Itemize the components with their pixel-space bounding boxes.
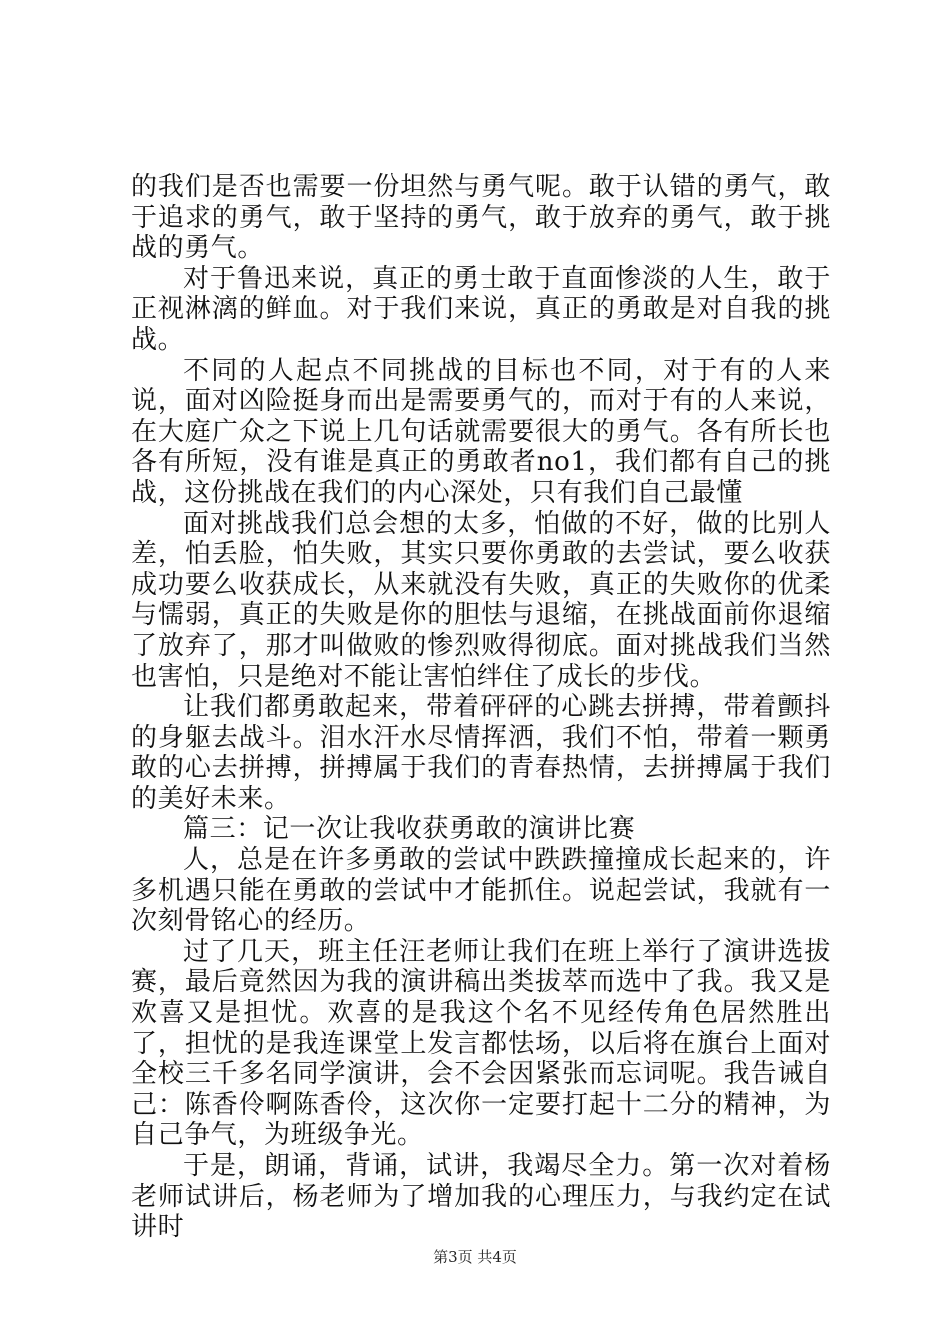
page-footer: 第3页 共4页 <box>433 1248 517 1266</box>
paragraph: 人，总是在许多勇敢的尝试中跌跌撞撞成长起来的，许多机遇只能在勇敢的尝试中才能抓住。说起尝试，我就有一次刻骨铭心的经历。 <box>131 845 831 937</box>
body-text <box>131 172 831 1243</box>
paragraph: 不同的人起点不同挑战的目标也不同，对于有的人来说，面对凶险挺身而出是需要勇气的，而对于有的人来说，在大庭广众之下说上几句话就需要很大的勇气。各有所长也各有所短，没有谁是真正的勇敢者no1，我们都有自己的挑战，这份挑战在我们的内心深处，只有我们自己最懂 <box>131 355 831 508</box>
paragraph: 让我们都勇敢起来，带着砰砰的心跳去拼搏，带着颤抖的身躯去战斗。泪水汗水尽情挥洒，我们不怕，带着一颗勇敢的心去拼搏，拼搏属于我们的青春热情，去拼搏属于我们的美好未来。 <box>131 692 831 814</box>
paragraph-continuation: 的我们是否也需要一份坦然与勇气呢。敢于认错的勇气，敢于追求的勇气，敢于坚持的勇气，敢于放弃的勇气，敢于挑战的勇气。 <box>131 172 831 264</box>
paragraph: 面对挑战我们总会想的太多，怕做的不好，做的比别人差，怕丢脸，怕失败，其实只要你勇敢的去尝试，要么收获成功要么收获成长，从来就没有失败，真正的失败你的优柔与懦弱，真正的失败是你的胆怯与退缩，在挑战面前你退缩了放弃了，那才叫做败的惨烈败得彻底。面对挑战我们当然也害怕，只是绝对不能让害怕绊住了成长的步伐。 <box>131 508 831 692</box>
paragraph: 过了几天，班主任汪老师让我们在班上举行了演讲选拔赛，最后竟然因为我的演讲稿出类拔萃而选中了我。我又是欢喜又是担忧。欢喜的是我这个名不见经传角色居然胜出了，担忧的是我连课堂上发言都怯场，以后将在旗台上面对全校三千多名同学演讲，会不会因紧张而忘词呢。我告诫自己：陈香伶啊陈香伶，这次你一定要打起十二分的精神，为自己争气，为班级争光。 <box>131 936 831 1151</box>
section-heading: 篇三：记一次让我收获勇敢的演讲比赛 <box>183 814 636 845</box>
paragraph: 于是，朗诵，背诵，试讲，我竭尽全力。第一次对着杨老师试讲后，杨老师为了增加我的心理压力，与我约定在试讲时 <box>131 1151 831 1243</box>
paragraph: 对于鲁迅来说，真正的勇士敢于直面惨淡的人生，敢于正视淋漓的鲜血。对于我们来说，真正的勇敢是对自我的挑战。 <box>131 263 831 355</box>
